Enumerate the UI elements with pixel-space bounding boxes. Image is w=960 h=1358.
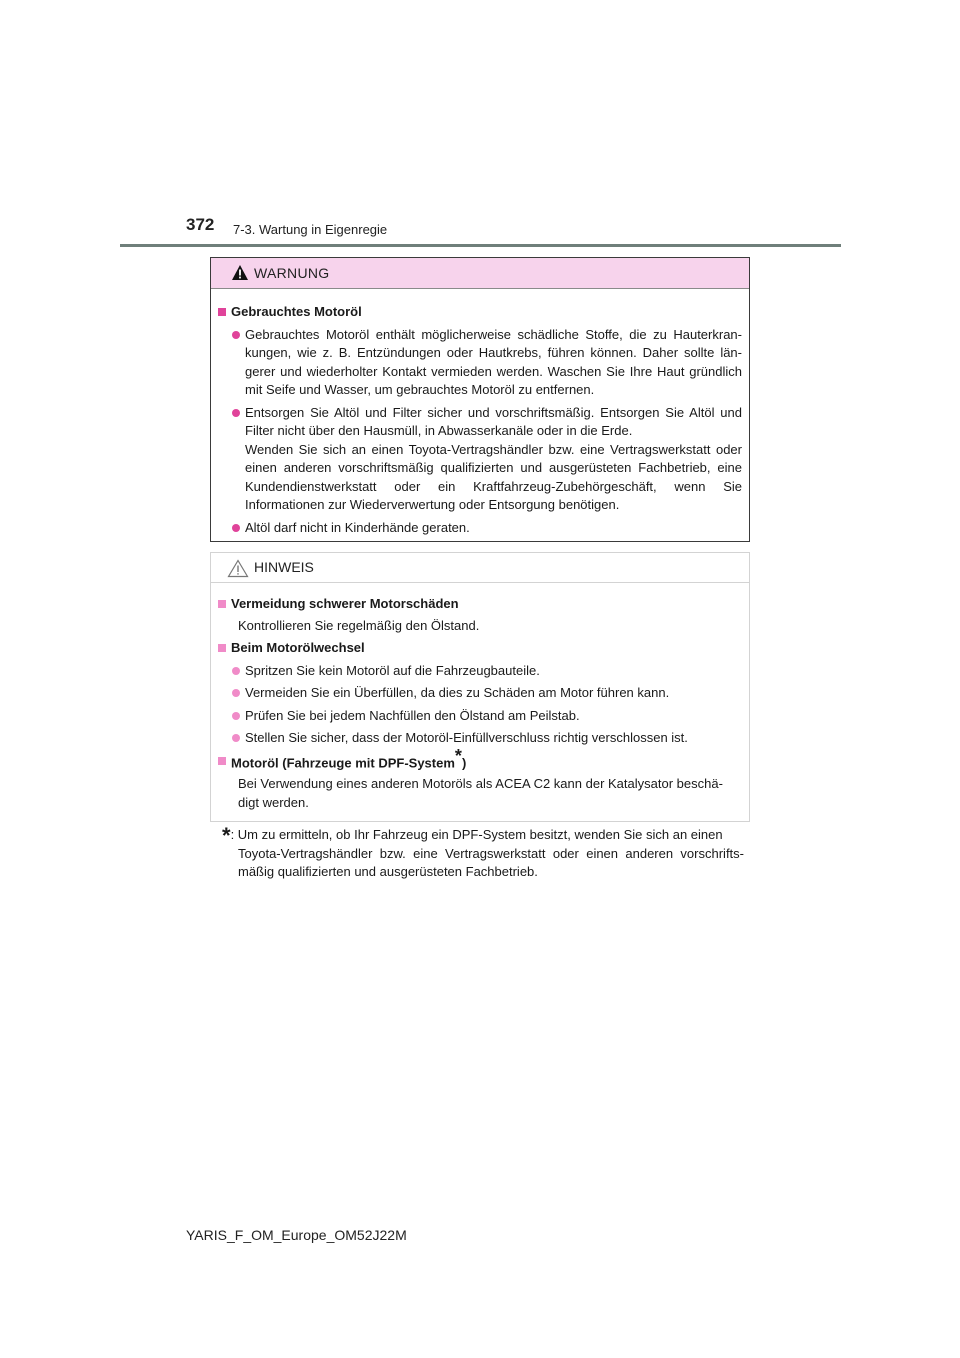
header-rule (120, 244, 841, 247)
page-number: 372 (186, 215, 215, 234)
dot-icon (232, 331, 240, 339)
square-icon (218, 757, 226, 765)
square-icon (218, 644, 226, 652)
hint-text: Kontrollieren Sie regelmäßig den Ölstand. (238, 617, 480, 633)
section-title: 7-3. Wartung in Eigenregie (233, 222, 388, 237)
hint-heading: Motoröl (Fahrzeuge mit DPF-System*) (218, 752, 742, 773)
dot-icon (232, 712, 240, 720)
footnote-mark: * (454, 745, 462, 766)
hint-box (210, 552, 750, 822)
list-item: Spritzen Sie kein Motoröl auf die Fahrzeugbauteile. (218, 662, 742, 681)
footnote (222, 823, 744, 882)
list-item: Prüfen Sie bei jedem Nachfüllen den Ölstand am Peilstab. (218, 707, 742, 726)
caution-triangle-icon (227, 559, 249, 578)
list-item-text: Entsorgen Sie Altöl und Filter sicher und vorschriftsmäßig. Entsorgen Sie Altöl und Filter nicht über den Hausmüll, in Abwasserkanäle oder in die Erde. (245, 404, 742, 438)
square-icon (218, 600, 226, 608)
warning-title: WARNUNG (254, 265, 330, 281)
dot-icon (232, 734, 240, 742)
list-item-text: Wenden Sie sich an einen Toyota-Vertragshändler bzw. eine Vertragswerkstatt oder einen anderen vorschriftsmäßig qualifizierten und ausgerüsteten Fachbetrieb, eine Kundendienstwerkstatt oder ein Kraftfahrzeug-Zubehörgeschäft, wenn Sie Informationen zur Wiederverwertung oder Entsorgung benötigen. (245, 441, 742, 512)
warning-triangle-icon (231, 264, 249, 281)
footnote-continuation: Toyota-Vertragshändler bzw. eine Vertragswerkstatt oder einen anderen vorschrifts-mäßig qualifizierten und ausgerüsteten Fachbetrieb. (238, 845, 744, 879)
hint-header (211, 553, 749, 583)
list-item (218, 404, 742, 515)
dot-icon (232, 689, 240, 697)
list-item: Vermeiden Sie ein Überfüllen, da dies zu Schäden am Motor führen kann. (218, 684, 742, 703)
hint-title: HINWEIS (254, 559, 314, 575)
warning-heading: Gebrauchtes Motoröl (218, 303, 742, 322)
footnote-line: : Um zu ermitteln, ob Ihr Fahrzeug ein DPF-System besitzt, wenden Sie sich an einen (230, 827, 723, 842)
dot-icon (232, 409, 240, 417)
hint-text: Bei Verwendung eines anderen Motoröls als ACEA C2 kann der Katalysator beschä-digt werden. (238, 776, 723, 810)
hint-heading: Beim Motorölwechsel (218, 639, 742, 658)
warning-header (211, 258, 749, 289)
dot-icon (232, 524, 240, 532)
list-item: Gebrauchtes Motoröl enthält möglicherweise schädliche Stoffe, die zu Hauterkran-kungen, wie z. B. Entzündungen oder Hautkrebs, führen können. Daher sollte län-gerer und wiederholter Kontakt vermieden werden. Waschen Sie Ihre Haut gründlich mit Seife und Wasser, um gebrauchtes Motoröl zu entfernen. (218, 326, 742, 400)
list-item: Stellen Sie sicher, dass der Motoröl-Einfüllverschluss richtig verschlossen ist. (218, 729, 742, 748)
list-item: Altöl darf nicht in Kinderhände geraten. (218, 519, 742, 538)
document-id: YARIS_F_OM_Europe_OM52J22M (186, 1227, 407, 1243)
warning-box (210, 257, 750, 542)
square-icon (218, 308, 226, 316)
hint-heading: Vermeidung schwerer Motorschäden (218, 595, 742, 614)
dot-icon (232, 667, 240, 675)
footnote-star: * (222, 823, 231, 848)
